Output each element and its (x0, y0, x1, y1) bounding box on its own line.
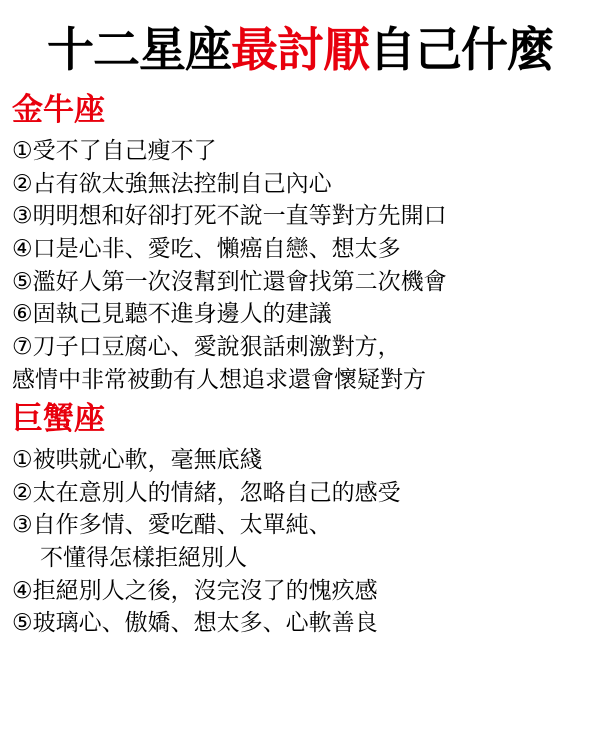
list-item: ①受不了自己瘦不了 (12, 137, 217, 164)
list-item: ④拒絕別人之後，沒完沒了的愧疚感 (12, 577, 378, 604)
list-item: ①被哄就心軟，毫無底綫 (12, 446, 263, 473)
title-text-after: 自己什麼 (369, 23, 553, 78)
list-item: ③明明想和好卻打死不說一直等對方先開口 (12, 203, 447, 230)
list-item: ⑥固執己見聽不進身邊人的建議 (12, 301, 332, 328)
list-item: ③自作多情、愛吃醋、太單純、 (12, 512, 332, 539)
title-text-highlight: 最討厭 (231, 23, 369, 78)
title-text-before: 十二星座 (47, 23, 231, 78)
list-item-continuation: 感情中非常被動有人想追求還會懷疑對方 (12, 366, 426, 393)
list-item: ⑤玻璃心、傲嬌、想太多、心軟善良 (12, 610, 378, 637)
list-item: ②占有欲太強無法控制自己內心 (12, 170, 332, 197)
list-item-continuation: 不懂得怎樣拒絕別人 (40, 544, 247, 571)
zodiac-section-taurus (10, 93, 590, 396)
zodiac-section-cancer (10, 402, 590, 640)
page-title (10, 23, 590, 78)
list-item: ⑤濫好人第一次沒幫到忙還會找第二次機會 (12, 268, 447, 295)
list-item: ⑦刀子口豆腐心、愛說狠話刺激對方， (12, 333, 401, 360)
list-item: ④口是心非、愛吃、懶癌自戀、想太多 (12, 235, 401, 262)
sign-heading: 金牛座 (12, 92, 105, 129)
sign-heading: 巨蟹座 (12, 401, 105, 438)
list-item: ②太在意別人的情緒，忽略自己的感受 (12, 479, 401, 506)
